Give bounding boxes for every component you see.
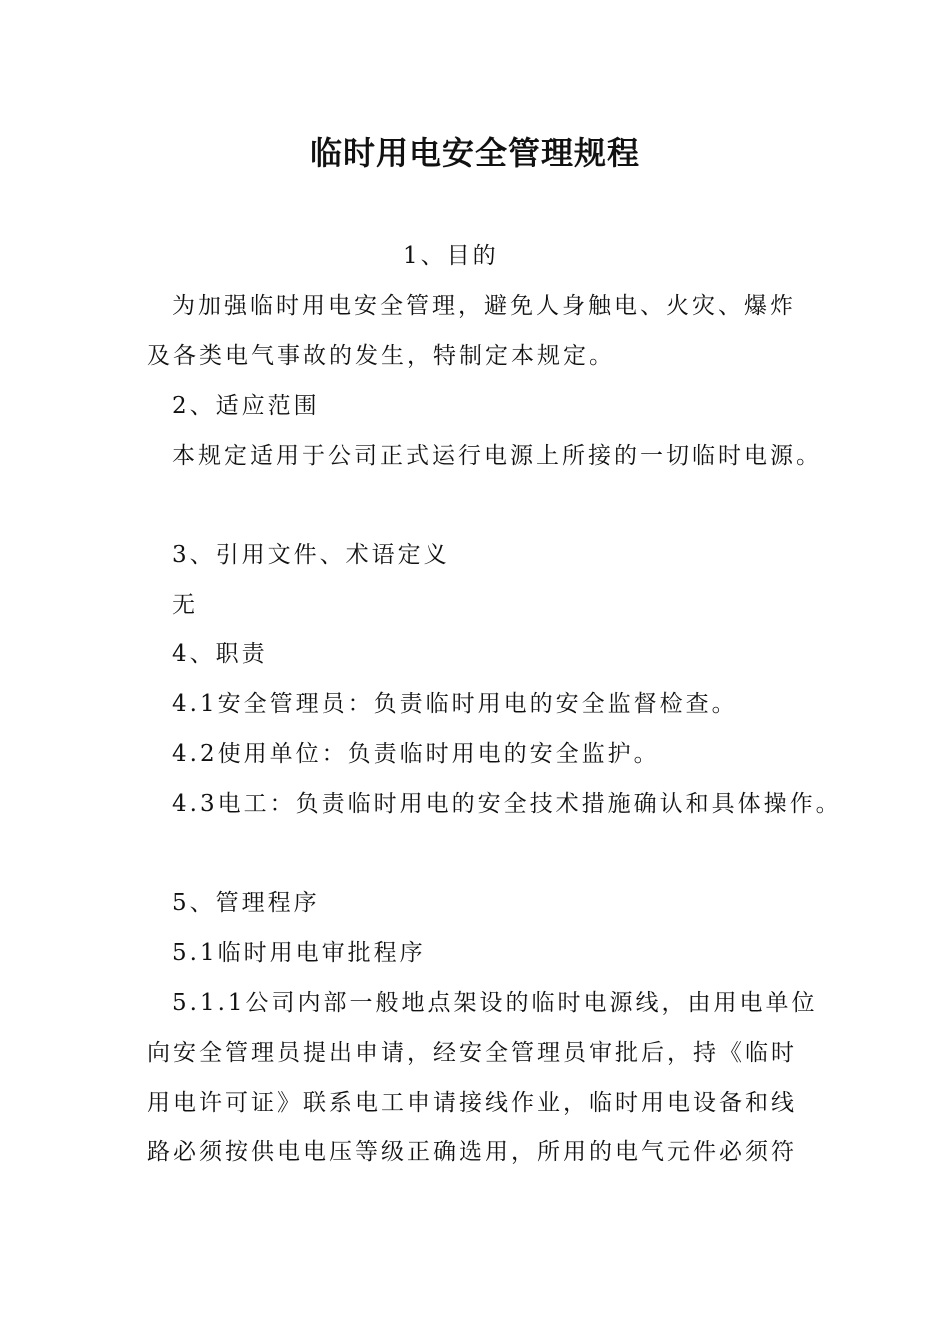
paragraph-line: 无 [172, 592, 198, 618]
paragraph-line: 本规定适用于公司正式运行电源上所接的一切临时电源。 [172, 443, 822, 469]
paragraph-line: 4.1安全管理员：负责临时用电的安全监督检查。 [172, 691, 738, 717]
subsection-heading: 5.1临时用电审批程序 [172, 940, 426, 966]
section-heading-references: 3、引用文件、术语定义 [172, 542, 450, 568]
paragraph-line: 4.2使用单位：负责临时用电的安全监护。 [172, 741, 660, 767]
section-heading-procedure: 5、管理程序 [172, 890, 320, 916]
paragraph-line: 4.3电工：负责临时用电的安全技术措施确认和具体操作。 [172, 791, 842, 817]
document-title: 临时用电安全管理规程 [309, 134, 640, 172]
paragraph-line: 用电许可证》联系电工申请接线作业，临时用电设备和线 [147, 1090, 797, 1116]
paragraph-line: 路必须按供电电压等级正确选用，所用的电气元件必须符 [147, 1139, 797, 1165]
paragraph-line: 为加强临时用电安全管理，避免人身触电、火灾、爆炸 [172, 293, 796, 319]
section-heading-purpose: 1、目的 [403, 243, 499, 269]
section-heading-responsibilities: 4、职责 [172, 641, 268, 667]
paragraph-line: 5.1.1公司内部一般地点架设的临时电源线，由用电单位 [172, 990, 818, 1016]
section-heading-scope: 2、适应范围 [172, 393, 320, 419]
paragraph-line: 及各类电气事故的发生，特制定本规定。 [147, 343, 615, 369]
paragraph-line: 向安全管理员提出申请，经安全管理员审批后，持《临时 [147, 1040, 797, 1066]
